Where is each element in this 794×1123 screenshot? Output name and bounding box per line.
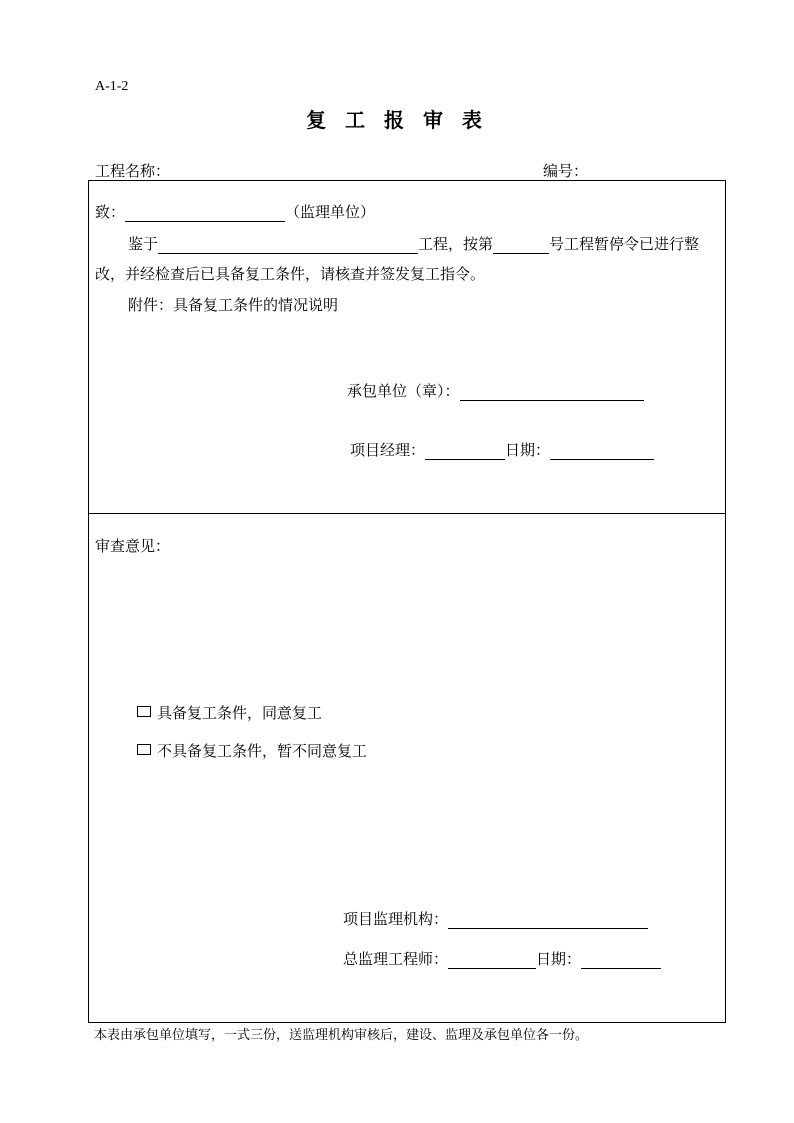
- statement-mid: 工程，按第: [418, 235, 494, 253]
- engineer-label: 总监理工程师：: [343, 950, 449, 968]
- supervision-org-row: [343, 908, 648, 929]
- order-number-field[interactable]: [493, 237, 549, 254]
- addressee-row: [95, 201, 375, 222]
- attachment-note: 附件：具备复工条件的情况说明: [128, 296, 339, 314]
- project-field[interactable]: [158, 237, 418, 254]
- project-name-label: 工程名称：: [95, 162, 171, 180]
- supervisor-unit-suffix: （监理单位）: [285, 203, 376, 221]
- review-date-label: 日期：: [536, 950, 582, 968]
- manager-field[interactable]: [425, 443, 505, 460]
- review-date-field[interactable]: [581, 952, 661, 969]
- org-field[interactable]: [448, 912, 648, 929]
- statement-prefix: 鉴于: [128, 235, 159, 253]
- contractor-label: 承包单位（章）：: [347, 382, 460, 400]
- option-reject-label: 不具备复工条件，暂不同意复工: [157, 742, 368, 760]
- engineer-field[interactable]: [448, 952, 536, 969]
- number-field[interactable]: [588, 164, 644, 181]
- application-section: [88, 180, 726, 514]
- supervisor-unit-field[interactable]: [125, 205, 285, 222]
- opinion-label: 审查意见：: [95, 537, 171, 555]
- date-label: 日期：: [505, 441, 551, 459]
- reject-checkbox[interactable]: [137, 744, 151, 755]
- number-label: 编号：: [543, 162, 589, 180]
- org-label: 项目监理机构：: [343, 910, 449, 928]
- footer-note: 本表由承包单位填写，一式三份，送监理机构审核后，建设、监理及承包单位各一份。: [94, 1028, 589, 1043]
- date-field[interactable]: [550, 443, 654, 460]
- statement-line-2: 改，并经检查后已具备复工条件，请核查并签发复工指令。: [95, 265, 486, 283]
- statement-line-1: [128, 233, 699, 254]
- statement-suffix: 号工程暂停令已进行整: [549, 235, 700, 253]
- option-approve-row: [137, 702, 322, 723]
- form-code: A-1-2: [95, 79, 129, 94]
- contractor-field[interactable]: [460, 384, 644, 401]
- to-label: 致：: [95, 203, 126, 221]
- option-reject-row: [137, 740, 367, 761]
- chief-engineer-row: [343, 948, 661, 969]
- option-approve-label: 具备复工条件，同意复工: [157, 704, 323, 722]
- approve-checkbox[interactable]: [137, 706, 151, 717]
- number-row: [543, 160, 644, 181]
- manager-label: 项目经理：: [350, 441, 426, 459]
- contractor-row: [347, 380, 644, 401]
- project-name-field[interactable]: [170, 164, 322, 181]
- review-section: [88, 513, 726, 1023]
- project-name-row: [95, 160, 322, 181]
- manager-row: [350, 439, 654, 460]
- form-title: 复 工 报 审 表: [306, 108, 488, 132]
